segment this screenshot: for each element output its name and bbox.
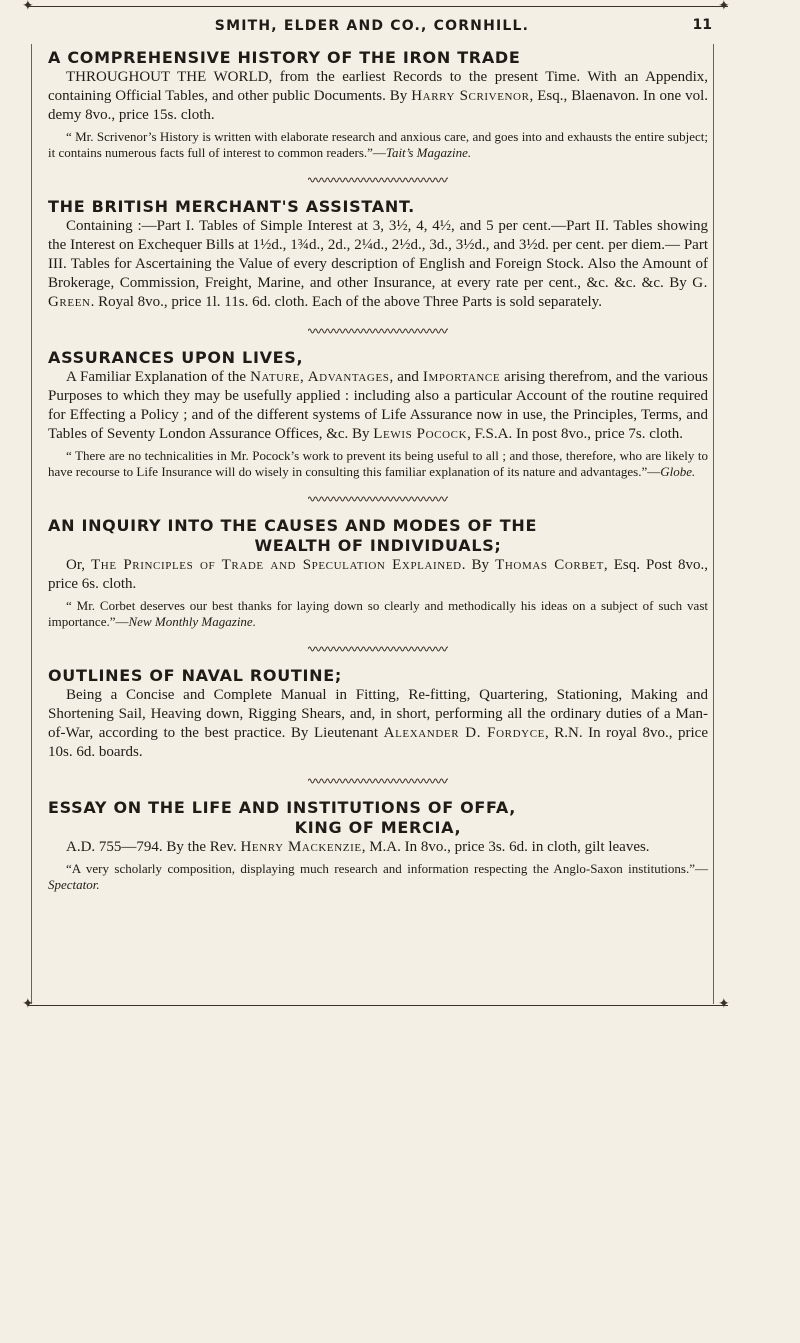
description-text: Containing :—Part I. Tables of Simple Interest at 3, 3½, 4, 4½, and 5 per cent.—Part II. Tables showing the Interest on Exchequer Bills at 1½d., 1¾d., 2d., 2¼d., 2½d., 3d., 3½d., and 3½d. per cent. per diem.— Part III. Tables for Ascertaining the Value of every description of English and Foreign Stock. Also the Amount of Brokerage, Commission, Freight, Marine, and other Insurance, at every rate per cent., &c. &c. &c. By [48,218,708,291]
review-quote-text: “ Mr. Corbet deserves our best thanks for laying down so clearly and methodically his ideas on a subject of such vast importance.”— [48,598,708,629]
wavy-divider-icon [308,494,448,504]
corner-ornament-icon: ✦ [22,0,34,14]
catalogue-entries [48,48,708,907]
page-number: 11 [692,17,712,33]
entry-description-paragraph [48,686,708,762]
catalogue-entry [48,348,708,480]
description-text: A Familiar Explanation of the [66,369,251,385]
review-quote-text: “ There are no technicalities in Mr. Pocock’s work to prevent its being useful to all ; and those, therefore, who are likely to have recourse to Life Insurance will do wisely in consulting this familiar explanation of its nature and advantages.”— [48,448,708,479]
description-text: , [299,369,308,385]
description-text: , R.N. In royal 8vo., price 10s. 6d. boards. [48,725,708,760]
entry-description [48,68,708,125]
description-text: , F.S.A. In post 8vo., price 7s. cloth. [467,426,683,442]
description-text: A.D. 755—794. By the Rev. [66,839,241,855]
review-quote [48,861,708,893]
author-or-term-smallcaps: Henry Mackenzie [240,839,362,855]
description-text: Or, [66,557,92,573]
review-quote-text: “A very scholarly composition, displaying much research and information respecting the Anglo-Saxon institutions.”— [66,861,708,876]
catalogue-entry [48,798,708,893]
author-or-term-smallcaps: Alexander D. Fordyce [383,725,545,741]
entry-title: ASSURANCES UPON LIVES, [48,348,304,367]
wavy-divider-icon [308,326,448,336]
entry-description [48,217,708,312]
review-source: New Monthly Magazine. [128,614,256,629]
entry-title-line: ESSAY ON THE LIFE AND INSTITUTIONS OF OFFA, [48,798,517,817]
entry-description-paragraph [48,368,708,444]
entry-description [48,556,708,594]
author-or-term-smallcaps: The Principles of Trade and Speculation Explained [91,557,462,573]
description-text: , M.A. In 8vo., price 3s. 6d. in cloth, gilt leaves. [361,839,650,855]
wavy-divider [48,776,708,788]
entry-description-paragraph [48,838,708,857]
review-quote [48,598,708,630]
description-text: , Esq. Post 8vo., price 6s. cloth. [48,557,708,592]
running-header [32,16,712,42]
description-text: Being a Concise and Complete Manual in Fitting, Re-fitting, Quartering, Stationing, Making and Shortening Sail, Heaving down, Rigging Shears, and, in short, performing all the ordinary duties of a Man-of-War, according to the best practice. By Lieutenant [48,687,708,741]
running-title: SMITH, ELDER AND CO., CORNHILL. [214,18,530,34]
entry-title: OUTLINES OF NAVAL ROUTINE; [48,666,343,685]
left-border-rule [31,44,32,1004]
entry-description [48,368,708,444]
description-text: . By [461,557,496,573]
entry-title-line: KING OF MERCIA, [294,818,462,837]
author-or-term-smallcaps: Lewis Pocock [373,426,468,442]
author-or-term-smallcaps: Harry Scrivenor [411,88,530,104]
author-or-term-smallcaps: Nature [250,369,300,385]
corner-ornament-icon: ✦ [718,0,730,14]
wavy-divider-icon [308,776,448,786]
review-quote-text: “ Mr. Scrivenor’s History is written with elaborate research and anxious care, and goes into and exhausts the entire subject; it contains numerous facts full of interest to common readers.”— [48,129,708,160]
wavy-divider [48,494,708,506]
author-or-term-smallcaps: Thomas Corbet [495,557,604,573]
entry-title-line: AN INQUIRY INTO THE CAUSES AND MODES OF THE [48,516,538,535]
catalogue-entry [48,197,708,312]
description-text: THROUGHOUT THE WORLD, from the earliest Records to the present Time. With an Appendix, containing Official Tables, and other public Documents. By [48,69,708,104]
entry-description-paragraph [48,556,708,594]
wavy-divider-icon [308,175,448,185]
entry-description [48,838,708,857]
entry-description [48,686,708,762]
entry-title [48,798,708,838]
author-or-term-smallcaps: Advantages [307,369,390,385]
review-quote [48,448,708,480]
review-quote [48,129,708,161]
wavy-divider [48,326,708,338]
entry-title [48,516,708,556]
catalogue-entry [48,48,708,161]
entry-title: A COMPREHENSIVE HISTORY OF THE IRON TRADE [48,48,521,67]
description-text: arising therefrom, and the various Purposes to which they may be usefully applied : including also a particular Account of the routine required for Effecting a Policy ; and of the different systems of Life Assurance now in use, the Principles, Terms, and Tables of Seventy London Assurance Offices, &c. By [48,369,708,442]
review-source: Globe. [660,464,696,479]
right-border-rule [713,44,714,1004]
author-or-term-smallcaps: G. Green [48,275,708,310]
entry-title: THE BRITISH MERCHANT'S ASSISTANT. [48,197,415,216]
author-or-term-smallcaps: Importance [422,369,501,385]
catalogue-entry [48,666,708,762]
wavy-divider [48,175,708,187]
catalogue-entry [48,516,708,630]
corner-ornament-icon: ✦ [22,997,34,1012]
top-border-rule [28,6,728,7]
review-source: Spectator. [48,877,100,892]
entry-title-line: WEALTH OF INDIVIDUALS; [254,536,502,555]
entry-description-paragraph [48,68,708,125]
wavy-divider-icon [308,644,448,654]
bottom-border-rule [28,1005,728,1006]
entry-description-paragraph [48,217,708,312]
description-text: , and [389,369,423,385]
wavy-divider [48,644,708,656]
description-text: . Royal 8vo., price 1l. 11s. 6d. cloth. Each of the above Three Parts is sold separately. [90,294,602,310]
corner-ornament-icon: ✦ [718,997,730,1012]
review-source: Tait’s Magazine. [385,145,472,160]
description-text: , Esq., Blaenavon. In one vol. demy 8vo., price 15s. cloth. [48,88,709,123]
